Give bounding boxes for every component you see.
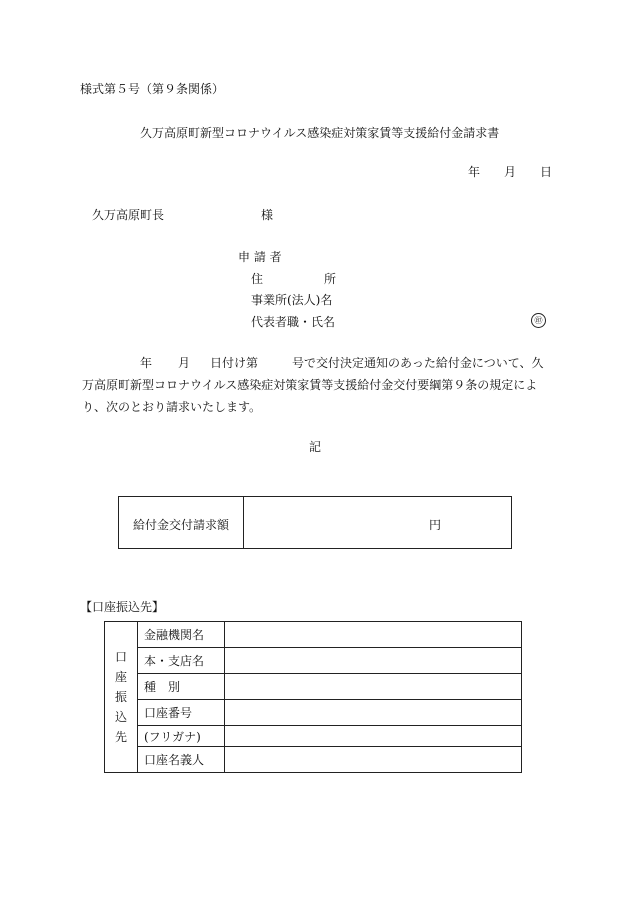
addressee-honorific: 様 bbox=[261, 208, 274, 222]
furigana-field[interactable] bbox=[225, 726, 522, 747]
furigana-label: (フリガナ) bbox=[138, 726, 225, 747]
bank-section-title: 【口座振込先】 bbox=[80, 600, 165, 614]
table-row bbox=[105, 700, 522, 726]
seal-mark bbox=[531, 312, 546, 328]
amount-box bbox=[118, 496, 512, 549]
date-year: 年 bbox=[468, 165, 481, 179]
table-row bbox=[105, 747, 522, 773]
date-day: 日 bbox=[540, 165, 553, 179]
amount-unit: 円 bbox=[429, 518, 442, 532]
addressee-name: 久万高原町長 bbox=[92, 208, 165, 222]
form-number: 様式第５号（第９条関係） bbox=[80, 82, 225, 96]
applicant-heading: 申 請 者 bbox=[238, 250, 282, 264]
request-statement bbox=[82, 352, 552, 418]
body-month: 月 bbox=[178, 356, 191, 370]
table-row bbox=[105, 648, 522, 674]
branch-name-field[interactable] bbox=[225, 648, 522, 674]
body-year: 年 bbox=[140, 356, 153, 370]
account-type-field[interactable] bbox=[225, 674, 522, 700]
bank-name-field[interactable] bbox=[225, 622, 522, 648]
address-label-1: 住 bbox=[251, 272, 264, 286]
table-row bbox=[105, 622, 522, 648]
bank-name-label: 金融機関名 bbox=[138, 622, 225, 648]
branch-name-label: 本・支店名 bbox=[138, 648, 225, 674]
vhead-char: 座 bbox=[114, 670, 127, 684]
date-month: 月 bbox=[504, 165, 517, 179]
account-number-field[interactable] bbox=[225, 700, 522, 726]
seal-text: ㊞ bbox=[531, 313, 546, 328]
account-type-label: 種 別 bbox=[138, 674, 225, 700]
address-label-2: 所 bbox=[324, 272, 337, 286]
vhead-char: 込 bbox=[114, 710, 127, 724]
vhead-char: 口 bbox=[114, 650, 127, 664]
amount-divider bbox=[243, 497, 244, 548]
amount-label: 給付金交付請求額 bbox=[133, 518, 230, 532]
vhead-char: 先 bbox=[114, 730, 127, 744]
account-holder-label: 口座名義人 bbox=[138, 747, 225, 773]
table-row bbox=[105, 674, 522, 700]
ki-label: 記 bbox=[309, 440, 322, 454]
account-number-label: 口座番号 bbox=[138, 700, 225, 726]
body-number-suffix: 号で交付決定通知のあった給付金について、久万高原町新型コロナウイルス感染症対策家賃等支援給付金交付要綱第９条の規定により、次のとおり請求いたします。 bbox=[82, 356, 544, 414]
office-label: 事業所(法人)名 bbox=[251, 293, 333, 307]
representative-label: 代表者職・氏名 bbox=[251, 315, 336, 329]
account-holder-field[interactable] bbox=[225, 747, 522, 773]
page-title: 久万高原町新型コロナウイルス感染症対策家賃等支援給付金請求書 bbox=[140, 126, 500, 140]
bank-account-table bbox=[104, 621, 522, 773]
body-date-suffix: 日付け第 bbox=[210, 356, 259, 370]
table-row bbox=[105, 726, 522, 747]
vhead-char: 振 bbox=[114, 690, 127, 704]
vertical-header bbox=[105, 622, 138, 773]
